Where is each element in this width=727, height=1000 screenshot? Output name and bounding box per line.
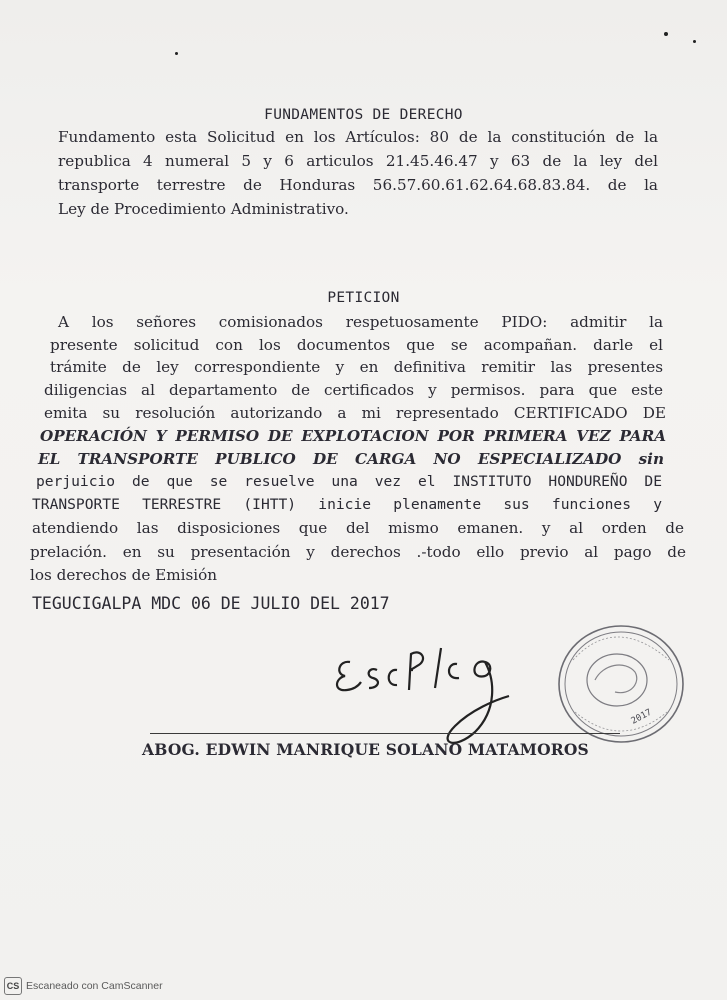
fundamentos-line: Ley de Procedimiento Administrativo.	[58, 200, 349, 218]
seal-year: 2017	[629, 707, 654, 727]
peticion-line: emita su resolución autorizando a mi representado CERTIFICADO DE	[44, 404, 666, 422]
handwritten-signature	[325, 640, 525, 755]
camscanner-logo-icon: CS	[4, 977, 22, 995]
camscanner-footer	[4, 976, 163, 996]
peticion-line: perjuicio de que se resuelve una vez el INSTITUTO HONDUREÑO DE	[36, 473, 662, 490]
signature-line	[150, 733, 620, 734]
signatory-name: ABOG. EDWIN MANRIQUE SOLANO MATAMOROS	[142, 740, 589, 759]
fundamentos-line: republica 4 numeral 5 y 6 articulos 21.45.46.47 y 63 de la ley del	[58, 152, 658, 170]
camscanner-text: Escaneado con CamScanner	[26, 980, 163, 992]
peticion-line: OPERACIÓN Y PERMISO DE EXPLOTACION POR PRIMERA VEZ PARA	[40, 427, 666, 445]
date-line: TEGUCIGALPA MDC 06 DE JULIO DEL 2017	[32, 594, 390, 613]
peticion-line: diligencias al departamento de certificados y permisos. para que este	[44, 381, 663, 399]
peticion-line: los derechos de Emisión	[30, 566, 218, 584]
fundamentos-line: transporte terrestre de Honduras 56.57.60.61.62.64.68.83.84. de la	[58, 176, 658, 194]
peticion-line: trámite de ley correspondiente y en definitiva remitir las presentes	[50, 358, 663, 376]
peticion-line: A los señores comisionados respetuosamente PIDO: admitir la	[58, 313, 663, 331]
fundamentos-heading: FUNDAMENTOS DE DERECHO	[264, 107, 463, 123]
peticion-line: TRANSPORTE TERRESTRE (IHTT) inicie plenamente sus funciones y	[32, 496, 662, 513]
peticion-line: prelación. en su presentación y derechos .-todo ello previo al pago de	[30, 543, 686, 561]
official-seal	[555, 620, 695, 750]
fundamentos-line: Fundamento esta Solicitud en los Artículos: 80 de la constitución de la	[58, 128, 658, 146]
peticion-line: EL TRANSPORTE PUBLICO DE CARGA NO ESPECIALIZADO sin	[38, 450, 664, 468]
scan-speck	[664, 32, 668, 36]
scan-speck	[693, 40, 696, 43]
peticion-line: presente solicitud con los documentos que se acompañan. darle el	[50, 336, 663, 354]
scan-speck	[175, 52, 178, 55]
peticion-heading: PETICION	[327, 290, 400, 306]
peticion-line: atendiendo las disposiciones que del mismo emanen. y al orden de	[32, 519, 684, 537]
